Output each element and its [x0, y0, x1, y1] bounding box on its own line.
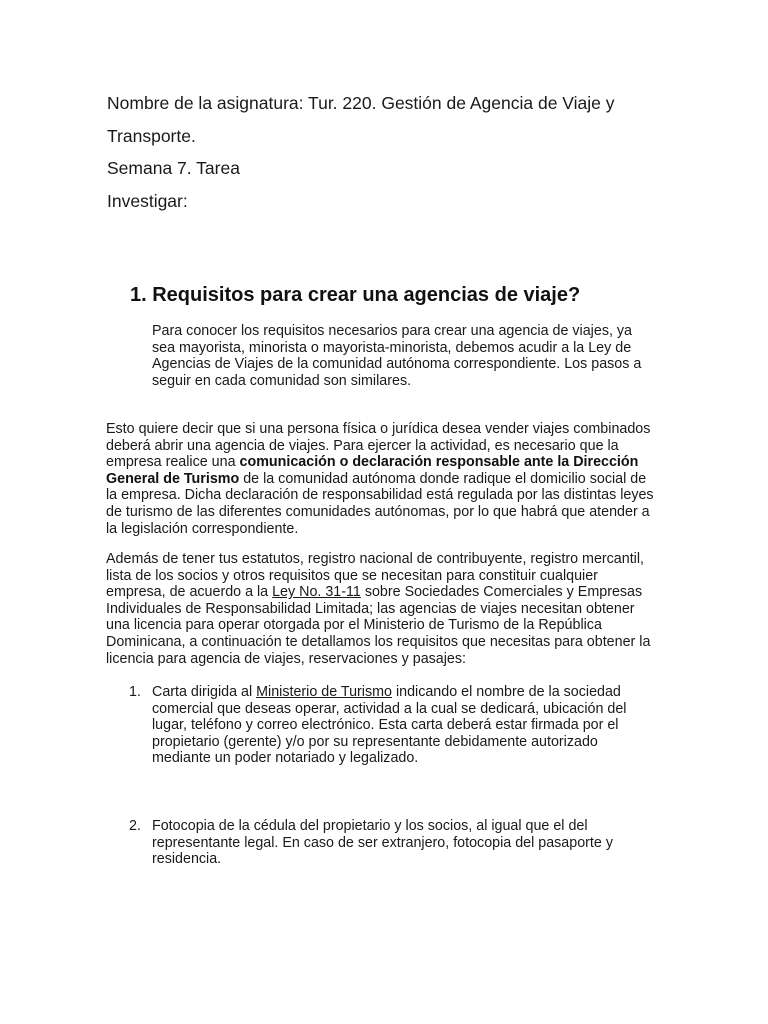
law-link[interactable]: Ley No. 31-11: [272, 584, 361, 601]
week-task-line: Semana 7. Tarea: [107, 158, 240, 178]
declaration-text-end: de la comunidad autónoma donde radique el domicilio social de la empresa. Dicha declaración de responsabilidad está regulada por las distintas leyes de turismo de las diferentes comunidades autónomas, por lo que habrá que atender a la legislación correspondiente.: [106, 470, 654, 537]
section-title: 1. Requisitos para crear una agencias de viaje?: [130, 284, 581, 306]
declaration-bold-phrase: comunicación o declaración responsable ante la Dirección General de Turismo: [106, 454, 639, 487]
list-item-1-text: [152, 684, 630, 767]
investigate-label: Investigar:: [107, 191, 188, 211]
list-item-2-number: 2.: [129, 818, 141, 834]
declaration-text-start: Esto quiere decir que si una persona física o jurídica desea vender viajes combinados deberá abrir una agencia de viajes. Para ejercer la actividad, es necesario que la empresa realice una: [106, 421, 651, 471]
list-item-1-text-start: Carta dirigida al: [152, 684, 257, 700]
requirements-text-end: sobre Sociedades Comerciales y Empresas Individuales de Responsabilidad Limitada; las agencias de viajes necesitan obtener una licencia para operar otorgada por el Ministerio de Turismo de la República Dominicana, a continuación te detallamos los requisitos que necesitas para obtener la licencia para agencia de viajes, reservaciones y pasajes:: [106, 584, 651, 667]
course-name-continuation: Transporte.: [107, 126, 196, 146]
list-item-1-text-end: indicando el nombre de la sociedad comercial que deseas operar, actividad a la cual se dedicará, ubicación del lugar, teléfono y correo electrónico. Esta carta deberá estar firmada por el propietario (gerente) y/o por su representante debidamente autorizado mediante un poder notariado y legalizado.: [152, 684, 627, 767]
course-name-line: Nombre de la asignatura: Tur. 220. Gestión de Agencia de Viaje y: [107, 93, 615, 113]
requirements-text-start: Además de tener tus estatutos, registro nacional de contribuyente, registro mercantil, lista de los socios y otros requisitos que se necesitan para constituir cualquier empresa, de acuerdo a la: [106, 551, 645, 601]
list-item-2-text: Fotocopia de la cédula del propietario y los socios, al igual que el del representante legal. En caso de ser extranjero, fotocopia del pasaporte y residencia.: [152, 818, 613, 868]
declaration-paragraph: [106, 421, 659, 537]
requirements-paragraph: [106, 551, 659, 667]
list-item-1-number: 1.: [129, 684, 141, 700]
ministry-link[interactable]: Ministerio de Turismo: [256, 684, 392, 700]
intro-paragraph: Para conocer los requisitos necesarios para crear una agencia de viajes, ya sea mayorista, minorista o mayorista-minorista, debemos acudir a la Ley de Agencias de Viajes de la comunidad autónoma correspondiente. Los pasos a seguir en cada comunidad son similares.: [152, 323, 642, 389]
